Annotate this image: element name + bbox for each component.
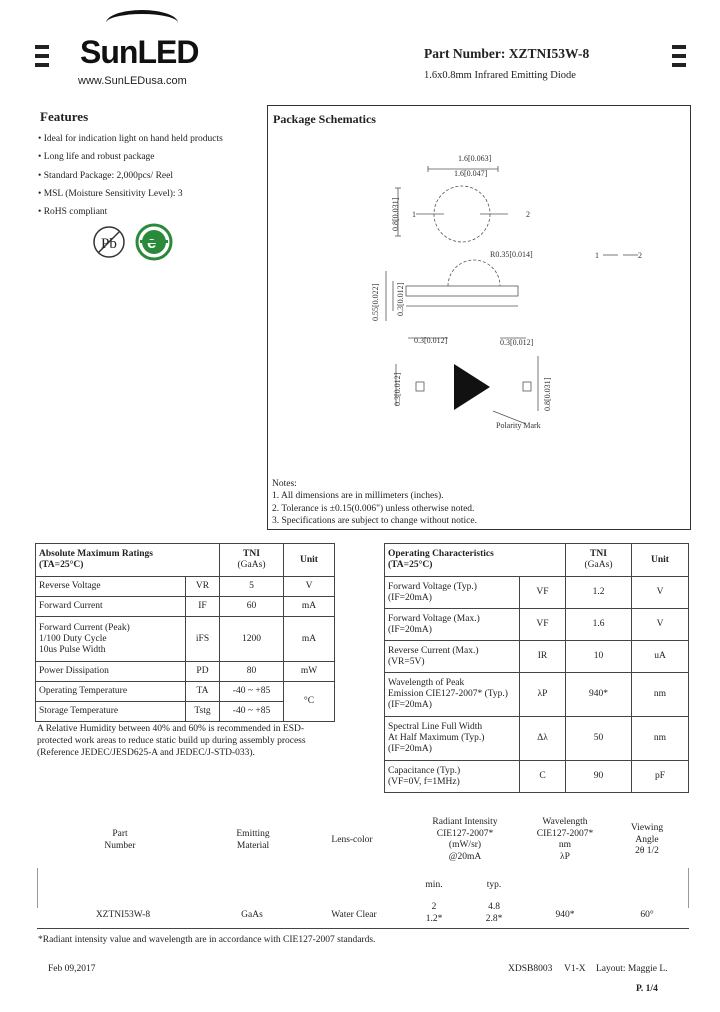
features-title: Features — [40, 109, 89, 124]
sel-col-intensity: Radiant Intensity CIE127-2007* (mW/sr) @20mA — [432, 817, 498, 862]
selection-footnote: *Radiant intensity value and wavelength are in accordance with CIE127-2007 standards. — [38, 935, 376, 945]
dim-side-b-label: 0.8[0.031] — [543, 377, 552, 411]
dim-width-label: 0.8[0.031] — [391, 197, 400, 231]
feature-item: • Ideal for indication light on hand held products — [38, 130, 263, 148]
footer-doc-number: XDSB8003 — [508, 964, 553, 974]
op-char-col-unit: Unit — [632, 544, 689, 577]
dim-pad-label: 0.3[0.012] — [414, 336, 448, 345]
logo-arc — [106, 10, 178, 36]
table-row: Forward Voltage (Typ.) (IF=20mA) VF 1.2 V — [385, 577, 689, 609]
selection-divider-right — [688, 868, 689, 908]
sel-row-min-b: 1.2* — [425, 914, 443, 924]
footer-page: P. 1/4 — [636, 984, 658, 994]
sel-sub-typ: typ. — [486, 880, 502, 890]
sel-row-angle: 60° — [640, 910, 654, 920]
table-row: Storage Temperature Tstg -40 ~ +85 — [36, 702, 335, 722]
symbol-pin-1-label: 1 — [595, 251, 599, 260]
polarity-mark-label: Polarity Mark — [496, 421, 541, 430]
sel-row-typ-a: 4.8 — [488, 902, 500, 912]
table-row: Wavelength of Peak Emission CIE127-2007* (Typ.) (IF=20mA) λP 940* nm — [385, 673, 689, 717]
pin-1-label: 1 — [412, 210, 416, 219]
sel-col-wavelength: Wavelength CIE127-2007* nm λP — [536, 817, 594, 862]
sel-col-lens: Lens-color — [331, 835, 373, 845]
pin-2-label: 2 — [526, 210, 530, 219]
footer-date: Feb 09,2017 — [48, 964, 96, 974]
part-number — [424, 46, 589, 62]
note-item: 1. All dimensions are in millimeters (inches). — [272, 491, 444, 502]
abs-max-title: Absolute Maximum Ratings (TA=25°C) — [36, 544, 220, 577]
sel-row-lens: Water Clear — [331, 910, 377, 920]
dim-length-tol-label: 1.6[0.047] — [454, 169, 488, 178]
dim-length-label: 1.6[0.063] — [458, 154, 492, 163]
features-list — [38, 130, 263, 221]
dim-gap-label: 0.3[0.012] — [500, 338, 534, 347]
website-url: www.SunLEDusa.com — [78, 75, 187, 87]
schematic-notes — [272, 478, 477, 527]
sel-sub-min: min. — [425, 880, 443, 890]
absolute-max-ratings-table — [35, 543, 335, 722]
sel-row-min-a: 2 — [431, 902, 437, 912]
op-char-col-tni: TNI (GaAs) — [566, 544, 632, 577]
table-row: Forward Current IF 60 mA — [36, 597, 335, 617]
operating-characteristics-table — [384, 543, 689, 793]
pb-free-icon — [92, 225, 126, 259]
sel-row-part: XZTNI53W-8 — [95, 910, 151, 920]
selection-bottom-rule — [37, 928, 689, 929]
op-char-title: Operating Characteristics (TA=25°C) — [385, 544, 566, 577]
package-drawing — [268, 106, 690, 476]
right-header-bars — [672, 45, 686, 72]
feature-item: • Long life and robust package — [38, 148, 263, 166]
abs-max-col-tni: TNI (GaAs) — [220, 544, 284, 577]
dim-side-a-label: 0.3[0.012] — [393, 372, 402, 406]
sel-col-material: Emitting Material — [236, 829, 270, 851]
sel-col-angle: Viewing Angle 2θ 1/2 — [630, 823, 664, 856]
feature-item: • Standard Package: 2,000pcs/ Reel — [38, 167, 263, 185]
part-number-label: Part Number: — [424, 46, 506, 61]
rohs-icon — [134, 222, 174, 262]
symbol-pin-2-label: 2 — [638, 251, 642, 260]
sel-row-material: GaAs — [241, 910, 263, 920]
abs-max-col-unit: Unit — [284, 544, 335, 577]
pb-badge-text: Pb — [101, 236, 117, 252]
footer-version: V1-X — [564, 964, 586, 974]
table-row: Forward Voltage (Max.) (IF=20mA) VF 1.6 V — [385, 609, 689, 641]
dim-height-b-label: 0.3[0.012] — [396, 282, 405, 316]
notes-title: Notes: — [272, 479, 297, 489]
note-item: 3. Specifications are subject to change without notice. — [272, 515, 477, 526]
feature-item: • MSL (Moisture Sensitivity Level): 3 — [38, 185, 263, 203]
part-number-value: XZTNI53W-8 — [508, 46, 590, 61]
esd-note: A Relative Humidity between 40% and 60% is recommended in ESD-protected work areas to reduce static build up during assembly process (Reference JEDEC/JESD625-A and JEDEC/J-STD-033). — [37, 724, 306, 758]
radius-label: R0.35[0.014] — [490, 250, 533, 259]
sunled-logo: SunLED — [80, 34, 199, 70]
left-header-bars — [35, 45, 49, 72]
table-row: Reverse Voltage VR 5 V — [36, 577, 335, 597]
package-schematics-panel — [267, 105, 691, 530]
sel-row-typ-b: 2.8* — [485, 914, 503, 924]
table-row: Operating Temperature TA -40 ~ +85 °C — [36, 682, 335, 702]
schematics-title: Package Schematics — [273, 112, 376, 126]
dim-height-a-label: 0.55[0.022] — [371, 283, 380, 321]
table-row: Forward Current (Peak) 1/100 Duty Cycle 10us Pulse Width iFS 1200 mA — [36, 617, 335, 662]
footer-layout: Layout: Maggie L. — [596, 964, 668, 974]
feature-item: • RoHS compliant — [38, 203, 263, 221]
note-item: 2. Tolerance is ±0.15(0.006") unless otherwise noted. — [272, 503, 475, 514]
sel-row-wavelength: 940* — [555, 910, 575, 920]
selection-divider-left — [37, 868, 38, 908]
table-row: Spectral Line Full Width At Half Maximum (Typ.) (IF=20mA) Δλ 50 nm — [385, 717, 689, 761]
part-description: 1.6x0.8mm Infrared Emitting Diode — [424, 70, 576, 81]
table-row: Capacitance (Typ.) (VF=0V, f=1MHz) C 90 pF — [385, 761, 689, 793]
table-row: Power Dissipation PD 80 mW — [36, 662, 335, 682]
table-row: Reverse Current (Max.) (VR=5V) IR 10 uA — [385, 641, 689, 673]
sel-col-part: Part Number — [104, 829, 136, 851]
